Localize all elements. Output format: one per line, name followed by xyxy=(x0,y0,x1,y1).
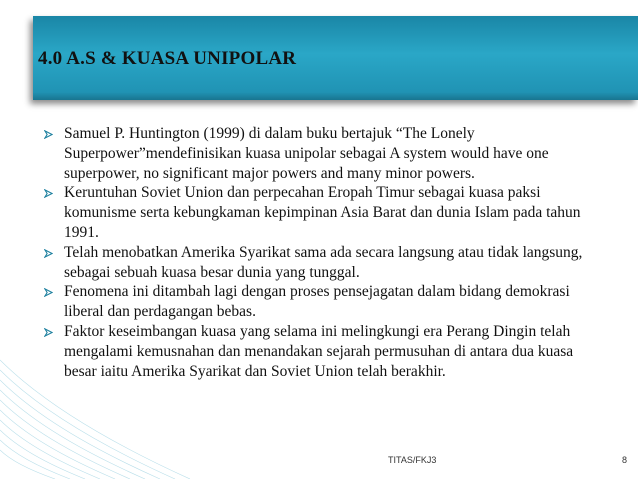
arrow-bullet-icon xyxy=(44,288,53,297)
bullet-text: Telah menobatkan Amerika Syarikat sama ada secara langsung atau tidak langsung, sebagai sebuah kuasa besar dunia yang tunggal. xyxy=(64,243,583,281)
footer-label: TITAS/FKJ3 xyxy=(388,455,437,465)
bullet-text: Fenomena ini ditambah lagi dengan proses pensejagatan dalam bidang demokrasi liberal dan perdagangan bebas. xyxy=(64,283,570,321)
arrow-bullet-icon xyxy=(44,130,53,139)
bullet-item xyxy=(44,124,600,183)
arrow-bullet-icon xyxy=(44,249,53,258)
slide-title: 4.0 A.S & KUASA UNIPOLAR xyxy=(38,48,297,69)
arrow-bullet-icon xyxy=(44,189,53,198)
bullet-item xyxy=(44,322,600,381)
bullet-text: Samuel P. Huntington (1999) di dalam buku bertajuk “The Lonely Superpower”mendefinisikan kuasa unipolar sebagai A system would have one superpower, no significant major powers and many minor powers. xyxy=(64,125,549,182)
bullet-item xyxy=(44,243,600,283)
bullet-item xyxy=(44,282,600,322)
bullet-text: Keruntuhan Soviet Union dan perpecahan Eropah Timur sebagai kuasa paksi komunisme serta kebungkaman kepimpinan Asia Barat dan dunia Islam pada tahun 1991. xyxy=(64,184,581,241)
arrow-bullet-icon xyxy=(44,328,53,337)
bullet-list xyxy=(44,124,600,381)
bullet-item xyxy=(44,183,600,242)
page-number: 8 xyxy=(622,455,628,465)
bullet-text: Faktor keseimbangan kuasa yang selama ini melingkungi era Perang Dingin telah mengalami kemusnahan dan menandakan sejarah permusuhan di antara dua kuasa besar iaitu Amerika Syarikat dan Soviet Union telah berakhir. xyxy=(64,322,574,380)
